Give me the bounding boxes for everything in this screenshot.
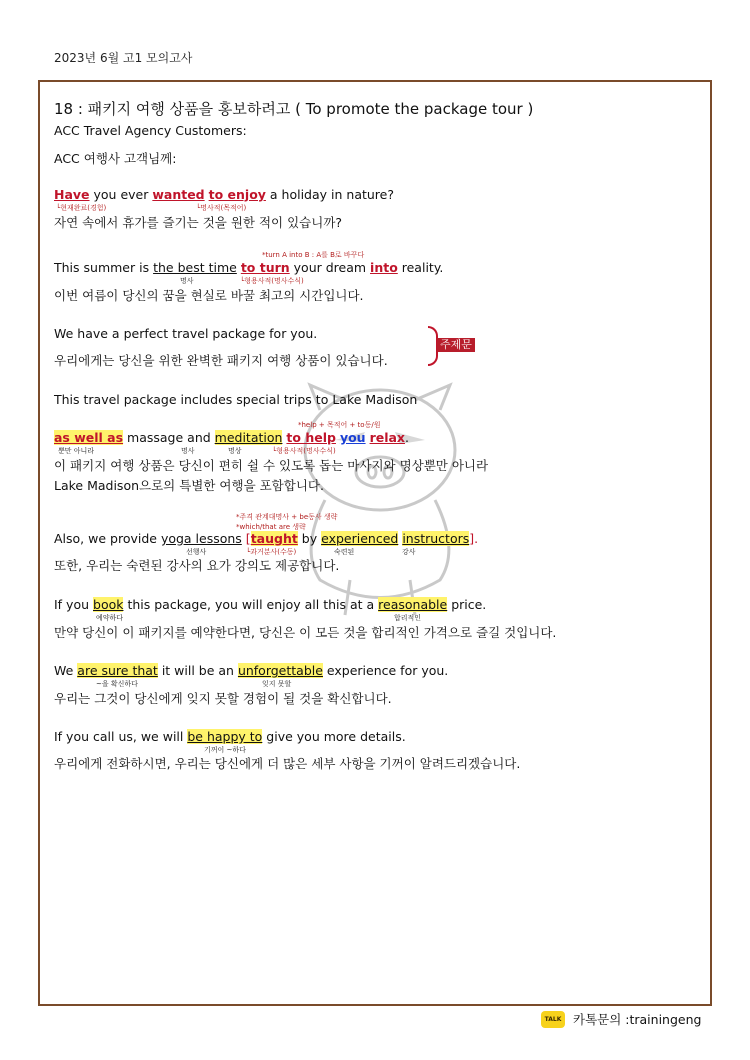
note-turn-into: *turn A into B : A를 B로 바꾸다 [262, 251, 365, 259]
word-meditation: meditation [214, 430, 283, 445]
text: This summer is [54, 260, 154, 275]
note-adjectival: └형용사적(명사수식) [240, 277, 304, 285]
note-antecedent: 선행사 [186, 548, 207, 556]
sentence-3-en: We have a perfect travel package for you. [54, 326, 318, 341]
text: experience for you. [322, 663, 449, 678]
sentence-4-ko-1: 이 패키지 여행 상품은 당신이 편히 쉴 수 있도록 돕는 마사지와 명상뿐만 아니라 [54, 458, 489, 473]
sentence-2-en [54, 260, 443, 275]
word-wanted: wanted [152, 187, 205, 202]
note-adjectival-2: └형용사적(명사수식) [272, 447, 336, 455]
sentence-4-en-line2 [54, 430, 409, 445]
note-be-sure: ~을 확신하다 [96, 680, 138, 688]
text: price. [447, 597, 487, 612]
text: massage and [123, 430, 215, 445]
greeting-ko: ACC 여행사 고객님께: [54, 151, 177, 166]
text: you ever [89, 187, 153, 202]
phrase-are-sure-that: are sure that [77, 663, 158, 678]
text: it will be an [157, 663, 238, 678]
text: Also, we provide [54, 531, 161, 546]
word-relax: relax [369, 430, 405, 445]
word-to-turn: to turn [240, 260, 290, 275]
sentence-8-en [54, 729, 406, 744]
phrase-be-happy-to: be happy to [187, 729, 263, 744]
text: reality. [397, 260, 444, 275]
note-which-are-omit: *which/that are 생략 [236, 523, 306, 531]
note-noun-massage: 명사 [181, 447, 195, 455]
sentence-4-ko-2: Lake Madison으로의 특별한 여행을 포함합니다. [54, 478, 324, 493]
sentence-5-ko: 또한, 우리는 숙련된 강사의 요가 강의도 제공합니다. [54, 558, 340, 573]
phrase-best-time: the best time [153, 260, 237, 275]
text: your dream [289, 260, 371, 275]
sentence-6-ko: 만약 당신이 이 패키지를 예약한다면, 당신은 이 모든 것을 합리적인 가격으로 즐길 것입니다. [54, 625, 557, 640]
sentence-3-ko: 우리에게는 당신을 위한 완벽한 패키지 여행 상품이 있습니다. [54, 353, 388, 368]
text: a holiday in nature? [265, 187, 394, 202]
word-to-enjoy: to enjoy [208, 187, 266, 202]
note-book: 예약하다 [96, 614, 124, 622]
phrase-yoga-lessons: yoga lessons [160, 531, 242, 546]
note-as-well-as: 뿐만 아니라 [58, 447, 95, 455]
text: [ [241, 531, 251, 546]
text: We [54, 663, 78, 678]
word-unforgettable: unforgettable [237, 663, 323, 678]
note-instructors: 강사 [402, 548, 416, 556]
note-present-perfect: └현재완료(경험) [56, 204, 107, 212]
word-experienced: experienced [321, 531, 399, 546]
sentence-7-en [54, 663, 448, 678]
sentence-1-en [54, 187, 394, 202]
word-you: you [339, 430, 366, 445]
note-noun: 명사 [180, 277, 194, 285]
sentence-4-en-line1: This travel package includes special trips to Lake Madison [54, 392, 418, 407]
footer-text: 카톡문의 :trainingeng [573, 1012, 702, 1027]
word-book: book [93, 597, 124, 612]
note-past-participle: └과거분사(수동) [246, 548, 297, 556]
note-unforgettable: 잊지 못할 [262, 680, 292, 688]
text: . [405, 430, 409, 445]
note-help-object: *help + 목적어 + to동/원 [298, 421, 381, 429]
page-header: 2023년 6월 고1 모의고사 [54, 51, 193, 65]
sentence-8-ko: 우리에게 전화하시면, 우리는 당신에게 더 많은 세부 사항을 기꺼이 알려드리겠습니다. [54, 756, 521, 771]
word-reasonable: reasonable [378, 597, 448, 612]
sentence-5-en [54, 531, 478, 546]
note-experienced: 숙련된 [334, 548, 355, 556]
greeting-en: ACC Travel Agency Customers: [54, 123, 247, 138]
note-be-happy-to: 기꺼이 ~하다 [204, 746, 246, 754]
note-noun-object: └명사적(목적어) [196, 204, 247, 212]
pig-mascot-watermark [280, 380, 480, 624]
text: ]. [469, 531, 479, 546]
theme-badge: 주제문 [437, 338, 475, 352]
text: If you [54, 597, 94, 612]
text: this package, you will enjoy all this at a [123, 597, 379, 612]
text: If you call us, we will [54, 729, 188, 744]
note-meditation: 명상 [228, 447, 242, 455]
word-instructors: instructors [402, 531, 470, 546]
word-taught: taught [250, 531, 298, 546]
text: give you more details. [262, 729, 406, 744]
word-have: Have [54, 187, 90, 202]
page-title: 18 : 패키지 여행 상품을 홍보하려고 ( To promote the package tour ) [54, 100, 534, 118]
sentence-7-ko: 우리는 그것이 당신에게 잊지 못할 경험이 될 것을 확신합니다. [54, 691, 392, 706]
phrase-as-well-as: as well as [54, 430, 124, 445]
talk-icon: TALK [541, 1011, 565, 1028]
footer-contact [541, 1008, 701, 1030]
sentence-2-ko: 이번 여름이 당신의 꿈을 현실로 바꿀 최고의 시간입니다. [54, 288, 364, 303]
text: by [297, 531, 322, 546]
sentence-1-ko: 자연 속에서 휴가를 즐기는 것을 원한 적이 있습니까? [54, 215, 343, 230]
note-relative-omit: *주격 관계대명사 + be동사 생략 [236, 513, 338, 521]
word-to-help: to help [286, 430, 336, 445]
word-into: into [370, 260, 398, 275]
sentence-6-en [54, 597, 486, 612]
note-reasonable: 합리적인 [394, 614, 422, 622]
